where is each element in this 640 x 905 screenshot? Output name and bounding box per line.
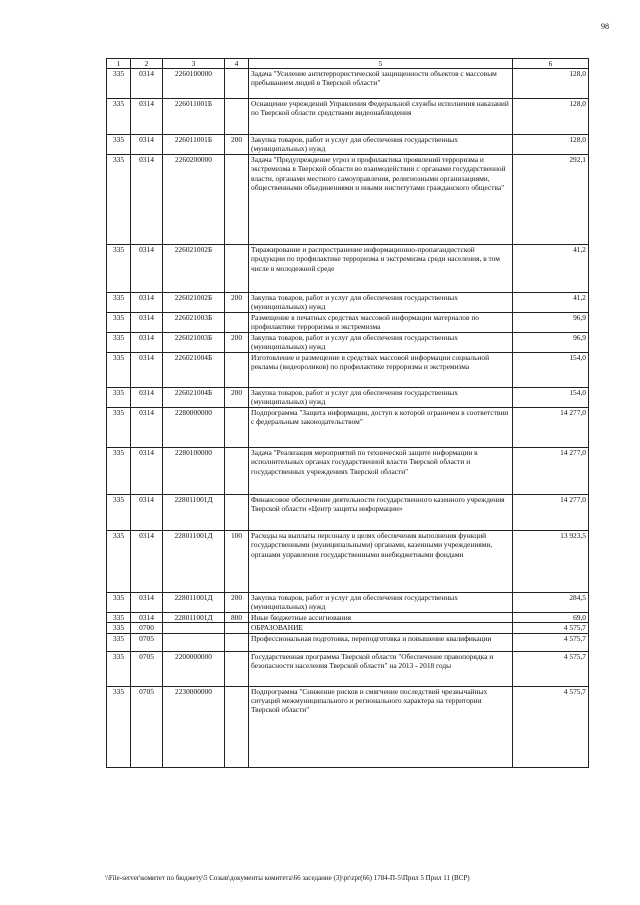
table-row (107, 686, 589, 767)
amount-cell: 14 277,0 (513, 495, 589, 531)
admin-code-cell: 335 (107, 633, 131, 651)
section-code-cell: 0700 (131, 623, 163, 633)
table-row (107, 333, 589, 353)
section-code-cell: 0314 (131, 313, 163, 333)
admin-code-cell: 335 (107, 531, 131, 593)
description-cell: Профессиональная подготовка, переподготовка и повышение квалификации (249, 633, 513, 651)
amount-cell: 69,0 (513, 613, 589, 623)
admin-code-cell: 335 (107, 155, 131, 245)
admin-code-cell: 335 (107, 333, 131, 353)
amount-cell: 13 923,5 (513, 531, 589, 593)
table-row (107, 293, 589, 313)
table-row (107, 99, 589, 135)
amount-cell: 4 575,7 (513, 651, 589, 686)
section-code-cell: 0314 (131, 613, 163, 623)
table-row (107, 69, 589, 99)
section-code-cell: 0314 (131, 245, 163, 293)
section-code-cell: 0314 (131, 388, 163, 408)
expense-type-code-cell (225, 633, 249, 651)
file-path-footer: \\File-server\комитет по бюджету\5 Созыв\документы комитета\66 заседание (3)\pr\zpr(66) 1784-П-5\Прил 5 Прил 11 (ВСР) (105, 874, 470, 882)
section-code-cell: 0314 (131, 495, 163, 531)
amount-cell: 96,9 (513, 333, 589, 353)
expense-type-code-cell (225, 313, 249, 333)
section-code-cell: 0314 (131, 353, 163, 388)
expense-type-code-cell: 200 (225, 388, 249, 408)
amount-cell: 14 277,0 (513, 408, 589, 448)
admin-code-cell: 335 (107, 408, 131, 448)
expense-type-code-cell: 800 (225, 613, 249, 623)
table-row (107, 495, 589, 531)
target-article-code-cell: 226021004Б (163, 388, 225, 408)
page-number: 98 (601, 22, 609, 31)
description-cell: Закупка товаров, работ и услуг для обеспечения государственных (муниципальных) нужд (249, 333, 513, 353)
section-code-cell: 0314 (131, 99, 163, 135)
target-article-code-cell: 2260200000 (163, 155, 225, 245)
amount-cell: 128,0 (513, 135, 589, 155)
table-row (107, 651, 589, 686)
section-code-cell: 0705 (131, 651, 163, 686)
target-article-code-cell: 2280100000 (163, 448, 225, 495)
target-article-code-cell: 228011001Д (163, 613, 225, 623)
target-article-code-cell: 228011001Д (163, 495, 225, 531)
description-cell: ОБРАЗОВАНИЕ (249, 623, 513, 633)
target-article-code-cell (163, 633, 225, 651)
table-row (107, 448, 589, 495)
expense-type-code-cell (225, 623, 249, 633)
expense-type-code-cell: 200 (225, 333, 249, 353)
description-cell: Задача "Реализация мероприятий по технической защите информации в исполнительных органах государственной власти Тверской области и государственных учреждениях Тверской области" (249, 448, 513, 495)
admin-code-cell: 335 (107, 135, 131, 155)
column-header: 4 (225, 59, 249, 69)
table-row (107, 388, 589, 408)
expense-type-code-cell (225, 353, 249, 388)
expense-type-code-cell (225, 448, 249, 495)
section-code-cell: 0705 (131, 686, 163, 767)
column-number-row (107, 59, 589, 69)
target-article-code-cell: 228011001Д (163, 593, 225, 613)
admin-code-cell: 335 (107, 495, 131, 531)
expense-type-code-cell (225, 408, 249, 448)
amount-cell: 128,0 (513, 99, 589, 135)
description-cell: Задача "Усиление антитеррористической защищенности объектов с массовым пребыванием людей в Тверской области" (249, 69, 513, 99)
admin-code-cell: 335 (107, 686, 131, 767)
admin-code-cell: 335 (107, 613, 131, 623)
amount-cell: 4 575,7 (513, 623, 589, 633)
target-article-code-cell: 226011001Б (163, 135, 225, 155)
table-row (107, 313, 589, 333)
admin-code-cell: 335 (107, 593, 131, 613)
admin-code-cell: 335 (107, 388, 131, 408)
admin-code-cell: 335 (107, 651, 131, 686)
admin-code-cell: 335 (107, 623, 131, 633)
amount-cell: 4 575,7 (513, 633, 589, 651)
expense-type-code-cell (225, 155, 249, 245)
budget-table (106, 58, 589, 768)
target-article-code-cell: 226021003Б (163, 313, 225, 333)
section-code-cell: 0314 (131, 531, 163, 593)
expense-type-code-cell: 200 (225, 293, 249, 313)
amount-cell: 41,2 (513, 293, 589, 313)
column-header: 5 (249, 59, 513, 69)
description-cell: Закупка товаров, работ и услуг для обеспечения государственных (муниципальных) нужд (249, 593, 513, 613)
admin-code-cell: 335 (107, 448, 131, 495)
table-row (107, 353, 589, 388)
description-cell: Оснащение учреждений Управления Федеральной службы исполнения наказаний по Тверской области средствами видеонаблюдения (249, 99, 513, 135)
target-article-code-cell (163, 623, 225, 633)
admin-code-cell: 335 (107, 99, 131, 135)
amount-cell: 128,0 (513, 69, 589, 99)
amount-cell: 41,2 (513, 245, 589, 293)
description-cell: Подпрограмма "Защита информации, доступ к которой ограничен в соответствии с федеральным законодательством" (249, 408, 513, 448)
table-row (107, 531, 589, 593)
table-row (107, 623, 589, 633)
table-row (107, 593, 589, 613)
description-cell: Закупка товаров, работ и услуг для обеспечения государственных (муниципальных) нужд (249, 293, 513, 313)
column-header: 3 (163, 59, 225, 69)
table-row (107, 155, 589, 245)
section-code-cell: 0314 (131, 593, 163, 613)
section-code-cell: 0314 (131, 135, 163, 155)
amount-cell: 14 277,0 (513, 448, 589, 495)
column-header: 6 (513, 59, 589, 69)
section-code-cell: 0314 (131, 293, 163, 313)
target-article-code-cell: 226021002Б (163, 245, 225, 293)
column-header: 1 (107, 59, 131, 69)
description-cell: Тиражирование и распространение информационно-пропагандистской продукции по профилактике терроризма и экстремизма среди населения, в том числе в молодежной среде (249, 245, 513, 293)
expense-type-code-cell: 200 (225, 593, 249, 613)
column-header: 2 (131, 59, 163, 69)
amount-cell: 154,0 (513, 388, 589, 408)
target-article-code-cell: 226021003Б (163, 333, 225, 353)
description-cell: Задача "Предупреждение угроз и профилактика проявлений терроризма и экстремизма в Тверской области во взаимодействии с органами государственной власти, органами местного самоуправления, религиозными организациями, общественными объединениями и иными институтами гражданского общества" (249, 155, 513, 245)
admin-code-cell: 335 (107, 293, 131, 313)
expense-type-code-cell (225, 651, 249, 686)
expense-type-code-cell (225, 245, 249, 293)
amount-cell: 4 575,7 (513, 686, 589, 767)
amount-cell: 96,9 (513, 313, 589, 333)
expense-type-code-cell: 200 (225, 135, 249, 155)
admin-code-cell: 335 (107, 69, 131, 99)
amount-cell: 154,0 (513, 353, 589, 388)
description-cell: Государственная программа Тверской области "Обеспечение правопорядка и безопасности населения Тверской области" на 2013 - 2018 годы (249, 651, 513, 686)
expense-type-code-cell (225, 69, 249, 99)
amount-cell: 284,5 (513, 593, 589, 613)
section-code-cell: 0705 (131, 633, 163, 651)
description-cell: Изготовление и размещение в средствах массовой информации социальной рекламы (видеороликов) по профилактике терроризма и экстремизма (249, 353, 513, 388)
target-article-code-cell: 2230000000 (163, 686, 225, 767)
target-article-code-cell: 226021002Б (163, 293, 225, 313)
expense-type-code-cell (225, 99, 249, 135)
table-row (107, 613, 589, 623)
admin-code-cell: 335 (107, 353, 131, 388)
target-article-code-cell: 2260100000 (163, 69, 225, 99)
admin-code-cell: 335 (107, 245, 131, 293)
description-cell: Финансовое обеспечение деятельности государственного казенного учреждения Тверской области «Центр защиты информации» (249, 495, 513, 531)
expense-type-code-cell (225, 495, 249, 531)
description-cell: Подпрограмма "Снижение рисков и смягчение последствий чрезвычайных ситуаций межмуниципального и регионального характера на территории Тверской области" (249, 686, 513, 767)
target-article-code-cell: 2200000000 (163, 651, 225, 686)
section-code-cell: 0314 (131, 448, 163, 495)
section-code-cell: 0314 (131, 408, 163, 448)
table-row (107, 245, 589, 293)
description-cell: Размещение в печатных средствах массовой информации материалов по профилактике терроризма и экстремизма (249, 313, 513, 333)
table-row (107, 408, 589, 448)
expense-type-code-cell (225, 686, 249, 767)
description-cell: Закупка товаров, работ и услуг для обеспечения государственных (муниципальных) нужд (249, 135, 513, 155)
description-cell: Закупка товаров, работ и услуг для обеспечения государственных (муниципальных) нужд (249, 388, 513, 408)
target-article-code-cell: 228011001Д (163, 531, 225, 593)
section-code-cell: 0314 (131, 333, 163, 353)
table-row (107, 633, 589, 651)
target-article-code-cell: 226021004Б (163, 353, 225, 388)
expense-type-code-cell: 100 (225, 531, 249, 593)
description-cell: Иные бюджетные ассигнования (249, 613, 513, 623)
admin-code-cell: 335 (107, 313, 131, 333)
section-code-cell: 0314 (131, 155, 163, 245)
table-row (107, 135, 589, 155)
section-code-cell: 0314 (131, 69, 163, 99)
amount-cell: 292,1 (513, 155, 589, 245)
target-article-code-cell: 2280000000 (163, 408, 225, 448)
description-cell: Расходы на выплаты персоналу в целях обеспечения выполнения функций государственными (муниципальными) органами, казенными учреждениями, органами управления государственными внебюджетными фондами (249, 531, 513, 593)
target-article-code-cell: 226011001Б (163, 99, 225, 135)
